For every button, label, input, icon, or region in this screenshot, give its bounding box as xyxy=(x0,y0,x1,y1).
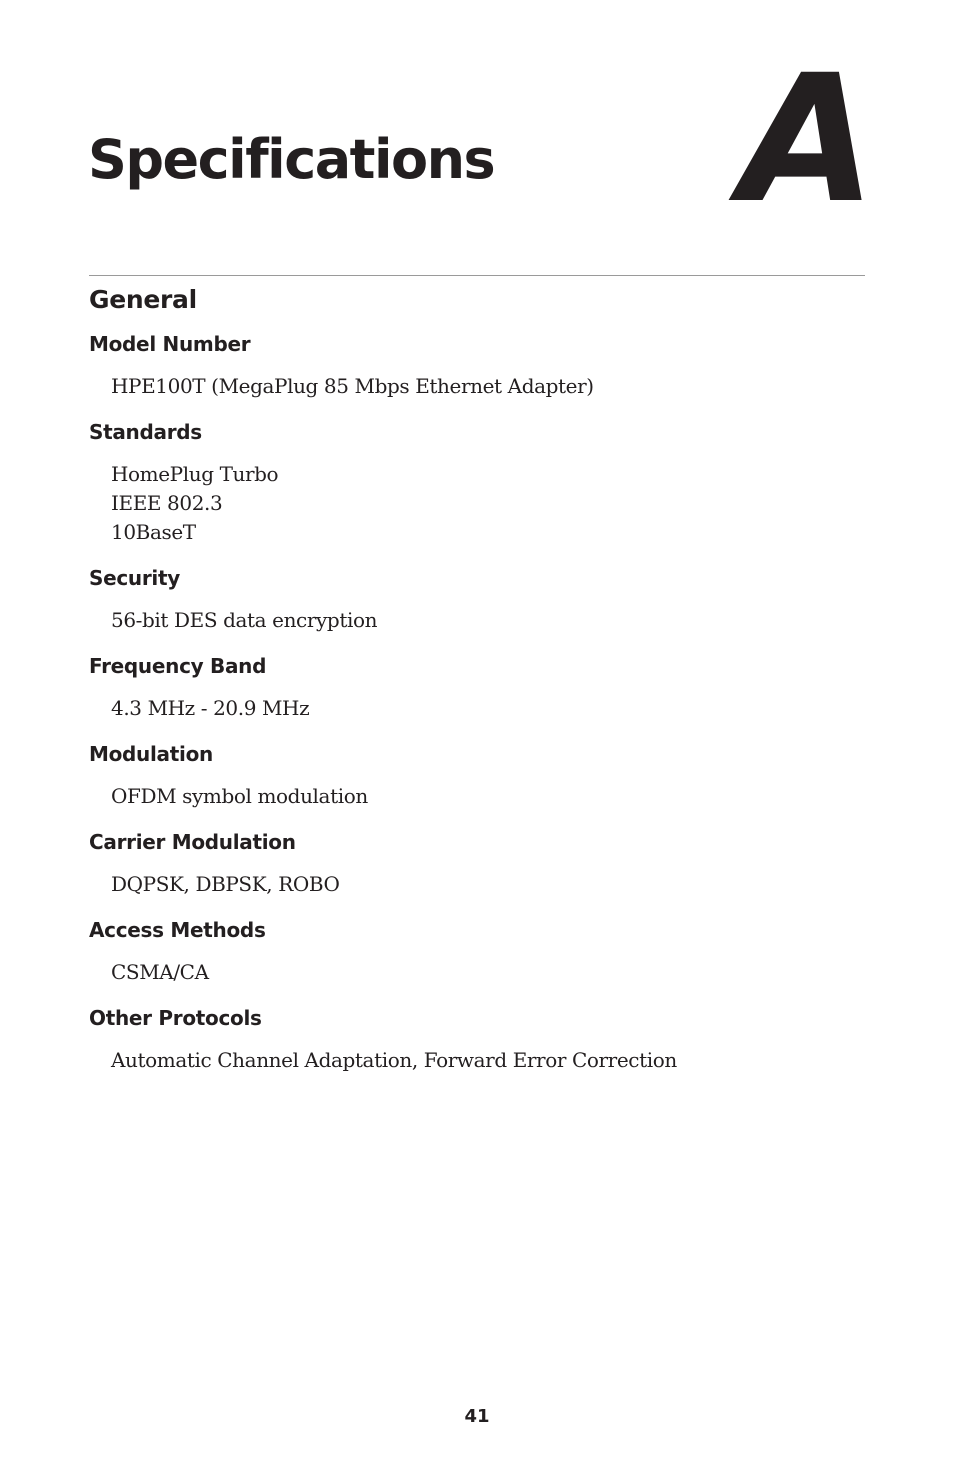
page-title: Specifications xyxy=(88,128,495,191)
spec-access-methods xyxy=(89,916,889,987)
spec-label: Carrier Modulation xyxy=(89,830,296,854)
spec-values xyxy=(89,870,889,899)
spec-value: DQPSK, DBPSK, ROBO xyxy=(111,872,340,896)
spec-security xyxy=(89,564,889,635)
section-heading: General xyxy=(89,285,197,314)
spec-label: Access Methods xyxy=(89,918,266,942)
spec-label: Other Protocols xyxy=(89,1006,262,1030)
spec-label: Model Number xyxy=(89,332,251,356)
spec-value: OFDM symbol modulation xyxy=(111,784,368,808)
spec-model-number xyxy=(89,330,889,401)
spec-list xyxy=(89,330,889,1092)
spec-values xyxy=(89,958,889,987)
spec-values xyxy=(89,606,889,635)
spec-frequency-band xyxy=(89,652,889,723)
spec-values xyxy=(89,372,889,401)
spec-label: Modulation xyxy=(89,742,213,766)
spec-values xyxy=(89,782,889,811)
spec-value: 4.3 MHz - 20.9 MHz xyxy=(111,696,310,720)
page-number: 41 xyxy=(464,1406,490,1427)
spec-label: Standards xyxy=(89,420,202,444)
spec-value: IEEE 802.3 xyxy=(111,491,223,515)
spec-value: 10BaseT xyxy=(111,520,196,544)
spec-standards xyxy=(89,418,889,547)
spec-value: 56-bit DES data encryption xyxy=(111,608,378,632)
spec-value: Automatic Channel Adaptation, Forward Error Correction xyxy=(111,1048,677,1072)
spec-modulation xyxy=(89,740,889,811)
spec-label: Security xyxy=(89,566,180,590)
spec-other-protocols xyxy=(89,1004,889,1075)
spec-carrier-modulation xyxy=(89,828,889,899)
spec-values xyxy=(89,1046,889,1075)
appendix-letter: A xyxy=(740,37,869,242)
spec-value: HPE100T (MegaPlug 85 Mbps Ethernet Adapter) xyxy=(111,374,594,398)
spec-values xyxy=(89,460,889,547)
spec-value: HomePlug Turbo xyxy=(111,462,279,486)
section-divider xyxy=(89,275,865,276)
spec-values xyxy=(89,694,889,723)
spec-label: Frequency Band xyxy=(89,654,267,678)
spec-value: CSMA/CA xyxy=(111,960,209,984)
